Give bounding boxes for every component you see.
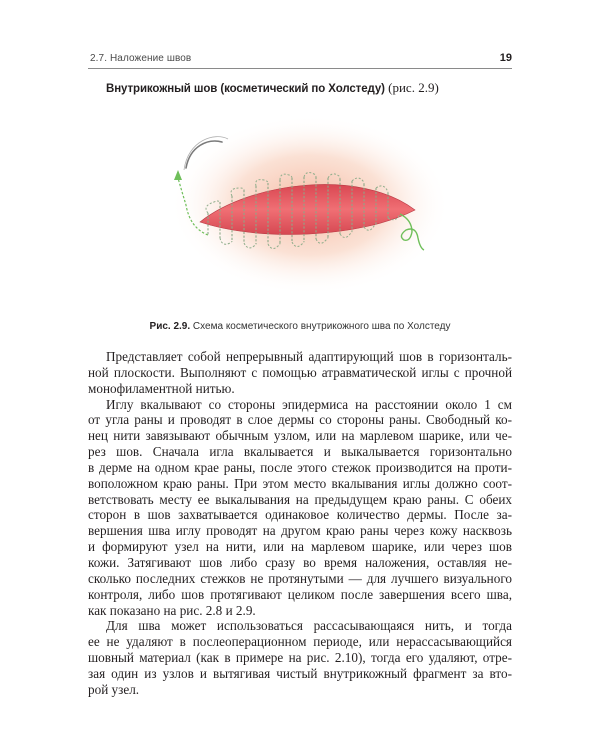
running-head: [88, 53, 512, 69]
section-title: 2.7. Наложение швов: [90, 53, 192, 64]
suture-figure: [160, 110, 460, 310]
text-line: Иглу вкалывают со стороны эпидермиса на расстоянии около 1 см: [106, 396, 512, 412]
caption-text: Схема косметического внутрикожного шва по Холстеду: [190, 321, 451, 332]
heading-title: Внутрикожный шов (косметический по Холстеду): [106, 83, 385, 95]
text-line: кожи. Затягивают шов либо сразу во время наложения, оставляя не-: [88, 554, 512, 570]
text-line: вершения шва иглу проводят на другом краю раны через кожу насквозь: [88, 523, 512, 539]
text-line: монофиламентной нитью.: [88, 380, 235, 396]
intradermal-suture-diagram: [160, 110, 460, 310]
text-line: от угла раны и проводят в слое дермы со стороны раны. Свободный ко-: [88, 412, 512, 428]
section-heading: [106, 80, 439, 96]
text-line: зая один из узлов и вытягивая чистый внутрикожный фрагмент за вто-: [88, 665, 512, 681]
heading-figure-ref: (рис. 2.9): [384, 80, 439, 95]
text-line: как показано на рис. 2.8 и 2.9.: [88, 602, 256, 618]
text-line: ее не удаляют в послеоперационном периоде, или нерассасывающийся: [88, 634, 512, 650]
text-line: рой узел.: [88, 681, 140, 697]
text-line: в дерме на одном крае раны, после этого стежок производится на проти-: [88, 459, 512, 475]
paragraph: [88, 397, 512, 619]
text-line: и формируют узел на нити, или на марлевом шарике, или через шов: [88, 539, 512, 555]
header-rule: [88, 68, 512, 69]
text-line: контроля, либо шов протягивают целиком после завершения всего шва,: [88, 586, 512, 602]
text-line: нец нити завязывают обычным узлом, или на марлевом шарике, или че-: [88, 428, 512, 444]
paragraph: [88, 349, 512, 397]
text-line: шовный материал (как в примере на рис. 2.10), тогда его удаляют, отре-: [88, 650, 512, 666]
text-line: сколько последних стежков не протянутыми — для лучшего визуального: [88, 570, 512, 586]
caption-label: Рис. 2.9.: [149, 321, 191, 332]
text-line: ной плоскости. Выполняют с помощью атравматической иглы с прочной: [88, 364, 512, 380]
text-line: сторон в шов захватывается одинаковое количество дермы. После за-: [88, 507, 512, 523]
text-line: рез шов. Сначала игла вкалывается и выкалывается горизонтально: [88, 444, 512, 460]
text-line: ветствовать месту ее выкалывания на предыдущем краю раны. С обеих: [88, 491, 512, 507]
text-line: Для шва может использоваться рассасывающаяся нить, и тогда: [106, 618, 512, 634]
text-line: Представляет собой непрерывный адаптирующий шов в горизонталь-: [106, 349, 512, 364]
figure-caption: [0, 321, 600, 332]
page-number: 19: [499, 52, 512, 64]
body-text: [88, 349, 512, 698]
paragraph: [88, 618, 512, 697]
text-line: воположном краю раны. При этом место вкалывания иглы должно соот-: [88, 475, 512, 491]
